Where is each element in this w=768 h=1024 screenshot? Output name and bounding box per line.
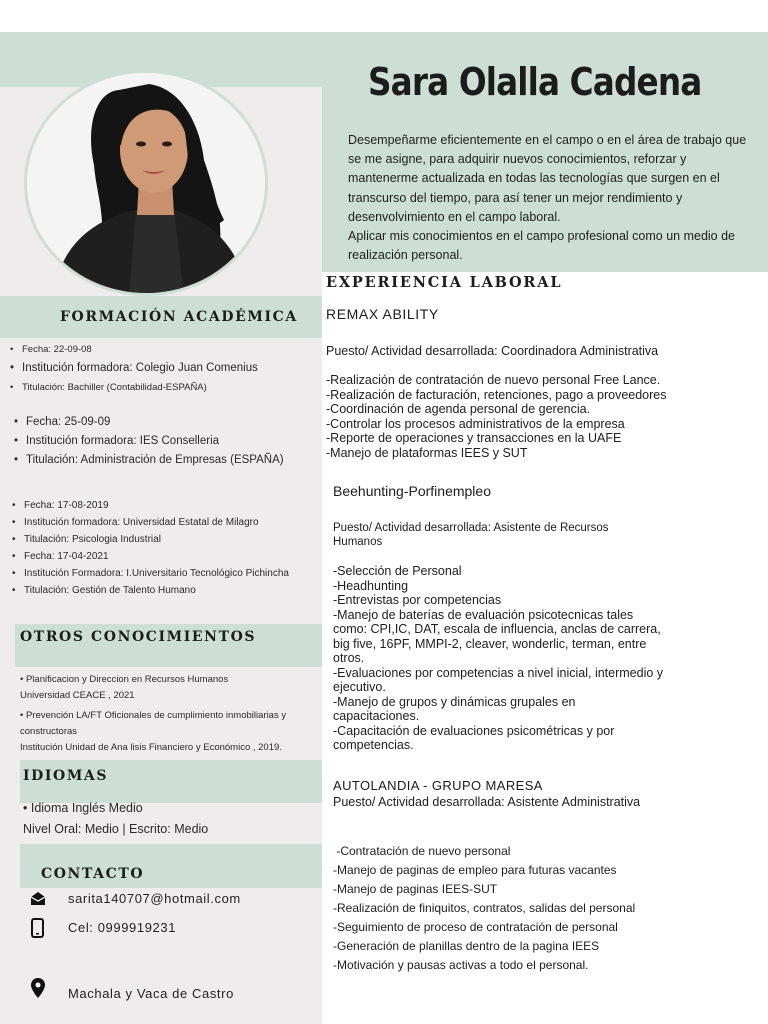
contact-email[interactable]: sarita140707@hotmail.com xyxy=(68,891,241,906)
list-item: • Institución Formadora: I.Universitario Tecnológico Pichincha xyxy=(10,565,322,582)
job-1-puesto: Puesto/ Actividad desarrollada: Coordinadora Administrativa xyxy=(326,344,659,358)
otros-item-1-source: Universidad CEACE , 2021 xyxy=(20,690,135,701)
list-item: • Fecha: 17-04-2021 xyxy=(10,548,322,565)
list-item: • Titulación: Gestión de Talento Humano xyxy=(10,582,322,599)
list-item: • Titulación: Bachiller (Contabilidad-ESPAÑA) xyxy=(8,378,318,397)
list-item: -Selección de Personal xyxy=(333,564,462,578)
list-item: -Manejo de grupos y dinámicas grupales en xyxy=(333,694,576,709)
list-item: -Entrevistas por competencias xyxy=(333,593,502,607)
list-item: -Generación de planillas dentro de la pagina IEES xyxy=(333,939,600,953)
list-item: -Manejo de paginas de empleo para futuras vacantes xyxy=(333,863,617,877)
formacion-block-3 xyxy=(10,497,322,599)
otros-heading: OTROS CONOCIMIENTOS xyxy=(20,629,257,645)
objective-text xyxy=(348,131,748,265)
list-item: -Capacitación de evaluaciones psicométricas y por xyxy=(333,723,615,738)
list-item: -Headhunting xyxy=(333,578,409,593)
list-item: • Fecha: 25-09-09 xyxy=(12,413,322,432)
list-item: capacitaciones. xyxy=(333,709,420,723)
objective-paragraph-1: Desempeñarme eficientemente en el campo o en el área de trabajo que se me asigne, para adquirir nuevos conocimientos, reforzar y mantenerme actualizada en todas las tecnologías que surgen en el transcurso del tiempo, para así tener un mejor rendimiento y desenvolvimiento en el campo laboral. xyxy=(348,133,747,224)
phone-icon xyxy=(31,918,44,943)
list-item: • Titulación: Psicologia Industrial xyxy=(10,531,322,548)
experiencia-heading: EXPERIENCIA LABORAL xyxy=(326,274,563,291)
otros-item-2-source: Institución Unidad de Ana lisis Financiero y Económico , 2019. xyxy=(20,742,282,753)
list-item: -Evaluaciones por competencias a nivel inicial, intermedio y xyxy=(333,665,664,680)
job-3-tasks xyxy=(333,842,635,975)
formacion-block-2 xyxy=(12,413,322,470)
list-item: • Institución formadora: Colegio Juan Comenius xyxy=(8,359,318,378)
idiomas-heading: IDIOMAS xyxy=(23,768,109,784)
list-item: • Fecha: 17-08-2019 xyxy=(10,497,322,514)
list-item: -Coordinación de agenda personal de gerencia. xyxy=(326,402,591,416)
list-item: -Seguimiento de proceso de contratación de personal xyxy=(333,920,618,934)
profile-photo xyxy=(24,70,268,296)
job-2-puesto xyxy=(333,521,609,549)
map-pin-icon xyxy=(31,978,45,1003)
contact-phone[interactable]: Cel: 0999919231 xyxy=(68,920,177,935)
otros-item-1-title: • Planificacion y Direccion en Recursos Humanos xyxy=(20,674,229,685)
otros-list xyxy=(20,672,320,756)
idioma-line: • Idioma Inglés Medio xyxy=(23,801,143,815)
list-item: -Contratación de nuevo personal xyxy=(333,844,511,858)
contacto-heading: CONTACTO xyxy=(41,866,145,882)
person-name: Sara Olalla Cadena xyxy=(368,60,702,104)
list-item: -Controlar los procesos administrativos de la empresa xyxy=(326,416,625,431)
list-item: big five, 16PF, MMPI-2, cleaver, wonderlic, terman, entre xyxy=(333,636,647,651)
job-1-company: REMAX ABILITY xyxy=(326,306,439,322)
list-item: -Motivación y pausas activas a todo el personal. xyxy=(333,958,589,972)
job-2-tasks xyxy=(333,564,663,753)
nivel-line: Nivel Oral: Medio | Escrito: Medio xyxy=(23,822,209,836)
otros-item-2-title: • Prevención LA/FT Oficionales de cumplimiento inmobiliarias y xyxy=(20,710,287,721)
formacion-block-1 xyxy=(8,340,318,397)
list-item: -Manejo de baterías de evaluación psicotecnicas tales xyxy=(333,607,634,622)
list-item: competencias. xyxy=(333,738,414,752)
list-item: • Fecha: 22-09-08 xyxy=(8,340,318,359)
list-item: -Realización de facturación, retenciones, pago a proveedores xyxy=(326,387,667,402)
job-2-puesto-line: Humanos xyxy=(333,536,383,548)
list-item: -Manejo de plataformas IEES y SUT xyxy=(326,445,528,460)
list-item: -Reporte de operaciones y transacciones en la UAFE xyxy=(326,431,622,445)
list-item: -Realización de contratación de nuevo personal Free Lance. xyxy=(326,373,661,387)
list-item: -Realización de finiquitos, contratos, salidas del personal xyxy=(333,901,636,915)
envelope-icon xyxy=(30,892,46,911)
job-2-company: Beehunting-Porfinempleo xyxy=(333,483,491,499)
objective-paragraph-2: Aplicar mis conocimientos en el campo profesional como un medio de realización personal. xyxy=(348,229,735,263)
list-item: -Manejo de paginas IEES-SUT xyxy=(333,882,498,896)
list-item: • Titulación: Administración de Empresas (ESPAÑA) xyxy=(12,451,322,470)
otros-item-2-title-cont: constructoras xyxy=(20,726,78,737)
list-item: • Institución formadora: Universidad Estatal de Milagro xyxy=(10,514,322,531)
person-portrait-icon xyxy=(24,70,268,296)
idiomas-text xyxy=(23,798,208,840)
job-2-puesto-line: Puesto/ Actividad desarrollada: Asistente de Recursos xyxy=(333,522,609,534)
contact-address: Machala y Vaca de Castro xyxy=(68,986,234,1001)
job-3-company: AUTOLANDIA - GRUPO MARESA xyxy=(333,778,543,793)
list-item: ejecutivo. xyxy=(333,680,386,694)
list-item: otros. xyxy=(333,651,365,665)
list-item: como: CPI,IC, DAT, escala de influencia, anclas de carrera, xyxy=(333,622,661,636)
formacion-heading: FORMACIÓN ACADÉMICA xyxy=(60,309,298,325)
list-item: • Institución formadora: IES Conselleria xyxy=(12,432,322,451)
job-3-puesto: Puesto/ Actividad desarrollada: Asistente Administrativa xyxy=(333,795,641,809)
job-1-tasks xyxy=(326,373,667,460)
